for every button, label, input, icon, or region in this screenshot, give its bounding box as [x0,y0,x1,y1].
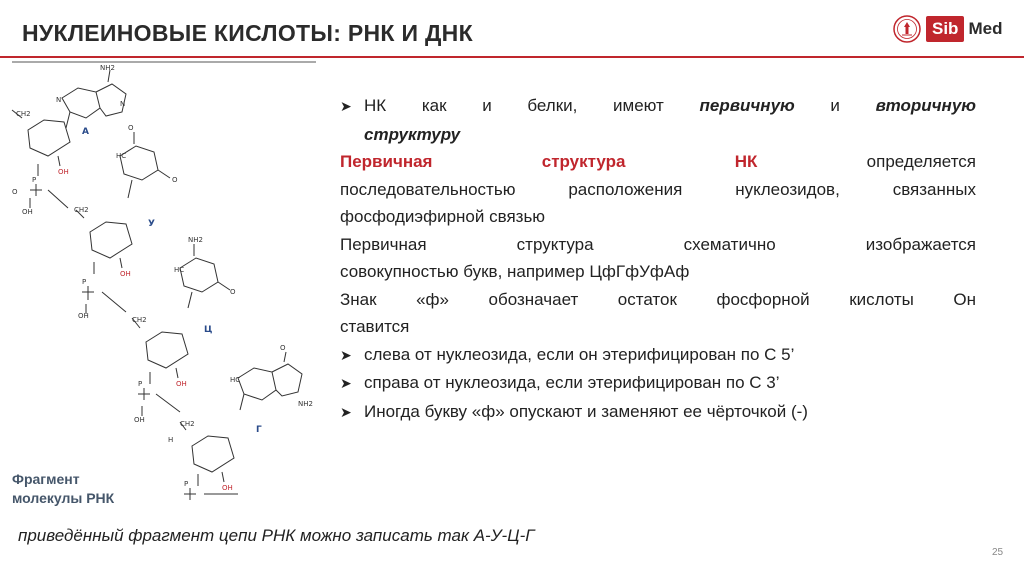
oh-label: OH [120,270,131,278]
caption-line: Фрагмент [12,471,80,487]
atom-label: O [172,176,178,184]
base-label-u: У [148,219,155,229]
atom-label: N [56,96,62,104]
bullet-arrow-icon: ➤ [340,346,352,363]
caption-line: молекулы РНК [12,490,115,506]
slide-title: НУКЛЕИНОВЫЕ КИСЛОТЫ: РНК И ДНК [22,20,473,46]
atom-label: NH2 [298,400,313,408]
atom-label: OH [22,208,33,216]
atom-label: HC [174,266,185,274]
paragraph-line: ставится [340,317,410,336]
base-label-c: Ц [204,325,213,335]
emphasis: структуру [364,124,461,144]
atom-label: N [120,100,126,108]
oh-label: OH [222,484,233,492]
logo-sib-text: Sib [926,16,964,42]
oh-label: OH [58,168,69,176]
atom-label: HC [116,152,127,160]
rna-fragment-structure [8,60,320,502]
page-number: 25 [992,547,1004,558]
base-label-a: А [82,127,89,137]
paragraph-line: фосфодиэфирной связью [340,207,546,226]
atom-label: CH2 [180,420,195,428]
atom-label: O [128,124,134,132]
atom-label: H [168,436,174,444]
atom-label: OH [78,312,89,320]
paragraph-line: последовательностью расположения нуклеозидов, связанных [340,179,976,199]
atom-label: CH2 [74,206,89,214]
atom-label: NH2 [188,236,203,244]
figure-caption [12,470,162,508]
bullet-item: ➤ Иногда букву «ф» опускают и заменяют ее чёрточкой (-) [340,398,976,427]
atom-label: CH2 [132,316,147,324]
paragraph-line: совокупностью букв, например ЦфГфУфАф [340,262,690,281]
oh-label: OH [176,380,187,388]
logo-med-text: Med [968,19,1003,38]
bullet-item: ➤ НК как и белки, имеют первичную и вторичную [340,92,976,121]
university-seal-icon [893,15,921,43]
emphasis: первичную [699,96,795,115]
base-label-g: Г [256,425,262,435]
bullet-item: ➤ справа от нуклеозида, если этерифицирован по С 3’ [340,369,976,398]
atom-label: CH2 [16,110,31,118]
atom-label: P [32,176,37,184]
atom-label: O [280,344,286,352]
emphasis: вторичную [875,96,976,115]
bullet-item-continued [340,121,976,149]
atom-label: NH2 [100,64,115,72]
title-divider [0,56,1024,58]
slide-body [340,92,976,426]
atom-label: O [230,288,236,296]
paragraph-line: Знак «ф» обозначает остаток фосфорной кислоты Он [340,289,976,309]
bullet-arrow-icon: ➤ [340,98,352,114]
bullet-arrow-icon: ➤ [340,403,352,420]
paragraph-line: Первичная структура схематично изображается [340,234,976,254]
atom-label: O [12,188,18,196]
atom-label: P [184,480,189,488]
bullet-item: ➤ слева от нуклеозида, если он этерифицирован по С 5’ [340,341,976,370]
atom-label: OH [134,416,145,424]
bottom-note: приведённый фрагмент цепи РНК можно записать так А-У-Ц-Г [18,526,535,545]
atom-label: P [138,380,143,388]
highlight-term: Первичная структура НК [340,152,758,171]
atom-label: P [82,278,87,286]
paragraph-line: Первичная структура НК определяется [340,152,977,171]
sibmed-logo [893,14,1002,44]
atom-label: HC [230,376,241,384]
bullet-arrow-icon: ➤ [340,375,352,391]
